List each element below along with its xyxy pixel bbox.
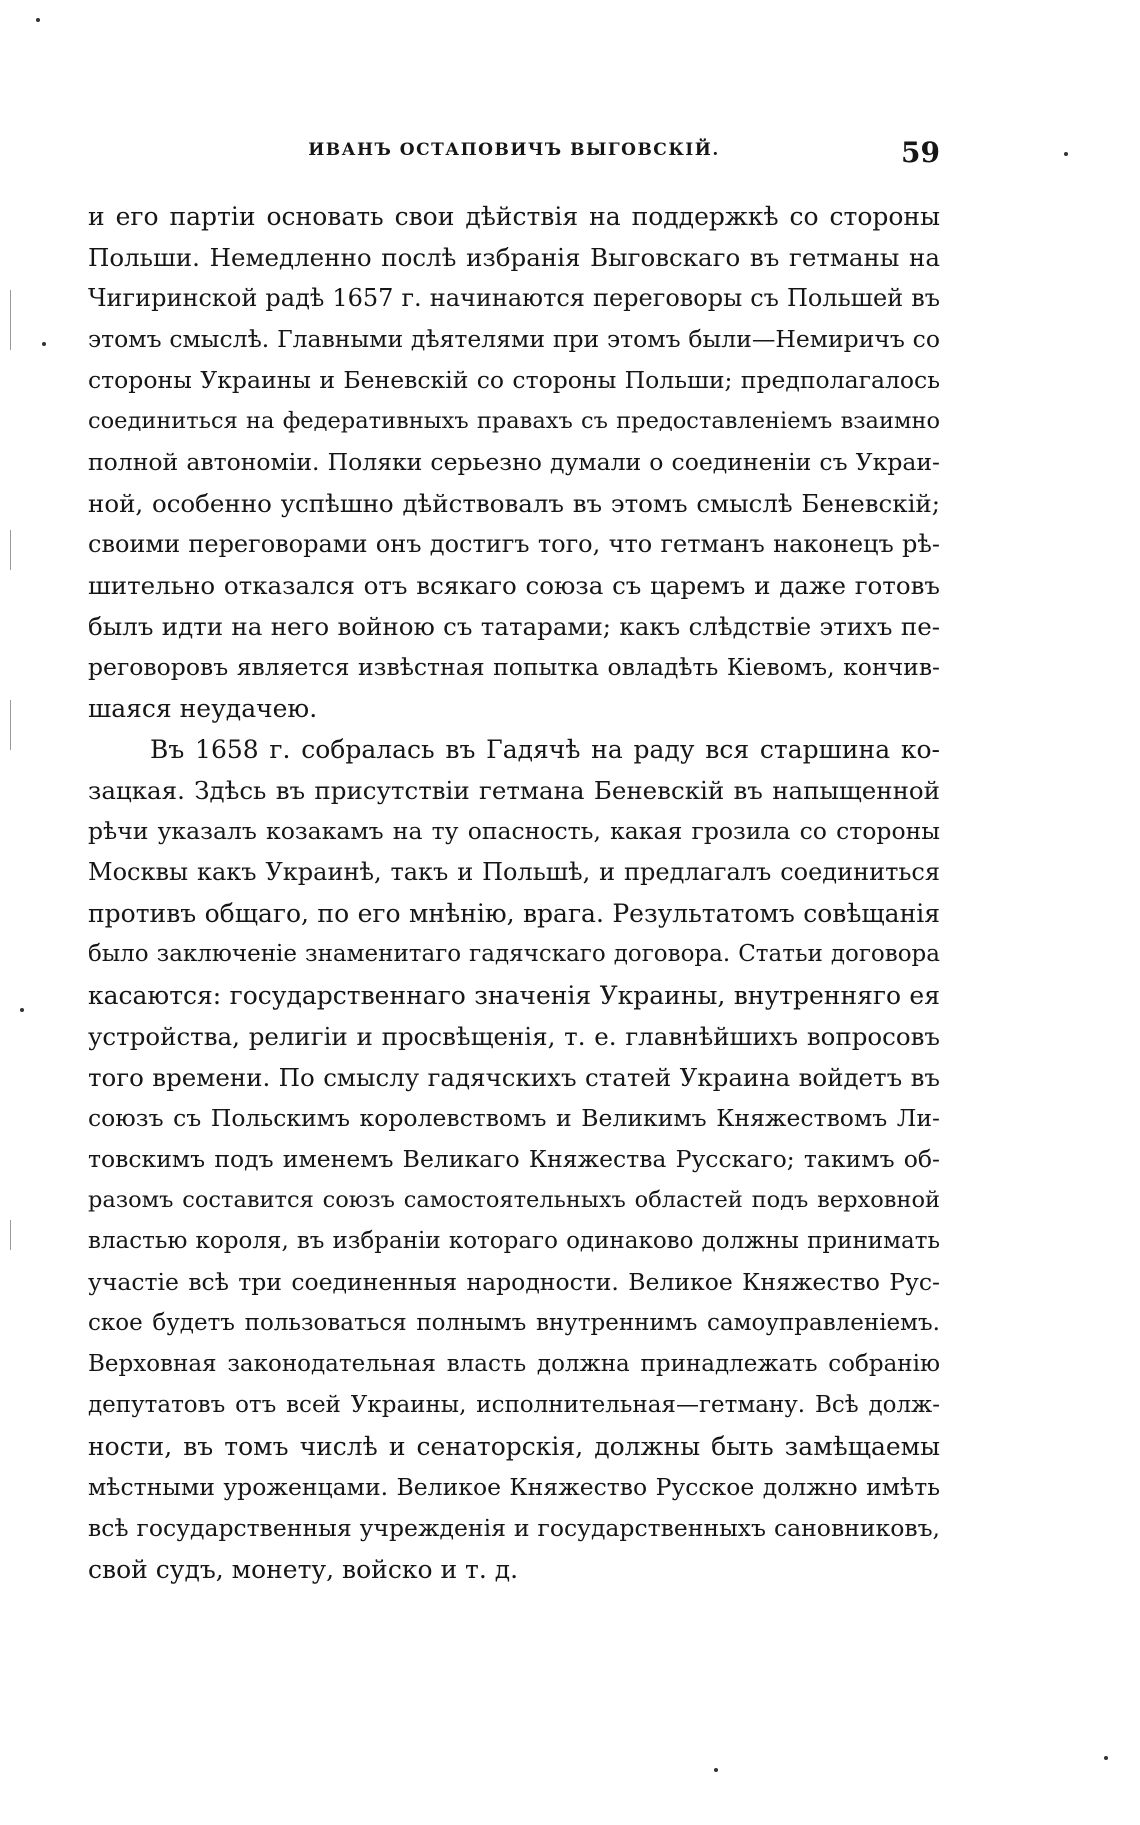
text-line: рѣчи указалъ козакамъ на ту опасность, какая грозила со стороны [88,817,940,845]
body-text [88,196,940,1590]
text-line: Чигиринской радѣ 1657 г. начинаются переговоры съ Польшей въ [88,284,940,312]
running-title: ИВАНЪ ОСТАПОВИЧЪ ВЫГОВСКІЙ. [308,140,720,160]
text-line: реговоровъ является извѣстная попытка овладѣть Кіевомъ, кончив- [88,653,940,681]
text-line: зацкая. Здѣсь въ присутствіи гетмана Беневскій въ напыщенной [88,776,940,805]
text-line: касаются: государственнаго значенія Украины, внутренняго ея [88,981,940,1010]
text-line: и его партіи основать свои дѣйствія на поддержкѣ со стороны [88,202,940,231]
scan-edge-mark [10,700,11,750]
text-line: Верховная законодательная власть должна принадлежать собранію [88,1351,940,1377]
text-line: противъ общаго, по его мнѣнію, врага. Результатомъ совѣщанія [88,899,940,928]
scan-speck [36,18,40,22]
text-line: властью короля, въ избраніи котораго одинаково должны принимать [88,1228,940,1254]
text-line: участіе всѣ три соединенныя народности. Великое Княжество Рус- [88,1268,940,1296]
scan-speck [1064,152,1068,156]
scan-edge-mark [10,290,11,350]
text-line: разомъ составится союзъ самостоятельныхъ областей подъ верховной [88,1187,940,1213]
text-line: стороны Украины и Беневскій со стороны Польши; предполагалось [88,366,940,394]
text-line: было заключеніе знаменитаго гадячскаго договора. Статьи договора [88,941,940,967]
text-line: всѣ государственныя учрежденія и государственныхъ сановниковъ, [88,1514,940,1542]
text-line: своими переговорами онъ достигъ того, что гетманъ наконецъ рѣ- [88,530,940,558]
text-line: этомъ смыслѣ. Главными дѣятелями при этомъ были—Немиричъ со [88,325,940,353]
text-line: полной автономіи. Поляки серьезно думали о соединеніи съ Украи- [88,448,940,476]
text-line: того времени. По смыслу гадячскихъ статей Украина войдетъ въ [88,1063,940,1092]
scan-edge-mark [10,1220,11,1250]
text-line: устройства, религіи и просвѣщенія, т. е. главнѣйшихъ вопросовъ [88,1022,940,1051]
text-line: ности, въ томъ числѣ и сенаторскія, должны быть замѣщаемы [88,1432,940,1461]
running-head [88,136,940,170]
scan-speck [42,342,46,346]
text-line: товскимъ подъ именемъ Великаго Княжества Русскаго; такимъ об- [88,1145,940,1173]
scan-edge-mark [10,530,11,570]
scan-speck [714,1768,718,1772]
paragraph [88,729,940,1590]
text-line: Польши. Немедленно послѣ избранія Выговскаго въ гетманы на [88,243,940,272]
page-number: 59 [901,136,940,169]
text-line: свой судъ, монету, войско и т. д. [88,1555,519,1584]
text-line: Москвы какъ Украинѣ, такъ и Польшѣ, и предлагалъ соединиться [88,858,940,886]
text-line: шаяся неудачею. [88,694,318,723]
scan-speck [20,1008,24,1012]
text-line: ское будетъ пользоваться полнымъ внутреннимъ самоуправленіемъ. [88,1310,940,1336]
scan-speck [1104,1756,1108,1760]
text-line: соединиться на федеративныхъ правахъ съ предоставленіемъ взаимно [88,408,940,434]
text-line: союзъ съ Польскимъ королевствомъ и Великимъ Княжествомъ Ли- [88,1104,940,1132]
paragraph [88,196,940,729]
text-line: Въ 1658 г. собралась въ Гадячѣ на раду вся старшина ко- [150,735,940,764]
text-line: былъ идти на него войною съ татарами; какъ слѣдствіе этихъ пе- [88,612,940,641]
text-line: мѣстными уроженцами. Великое Княжество Русское должно имѣть [88,1473,940,1501]
text-line: депутатовъ отъ всей Украины, исполнительная—гетману. Всѣ долж- [88,1392,940,1418]
text-line: ной, особенно успѣшно дѣйствовалъ въ этомъ смыслѣ Беневскій; [88,489,940,518]
text-line: шительно отказался отъ всякаго союза съ царемъ и даже готовъ [88,571,940,600]
